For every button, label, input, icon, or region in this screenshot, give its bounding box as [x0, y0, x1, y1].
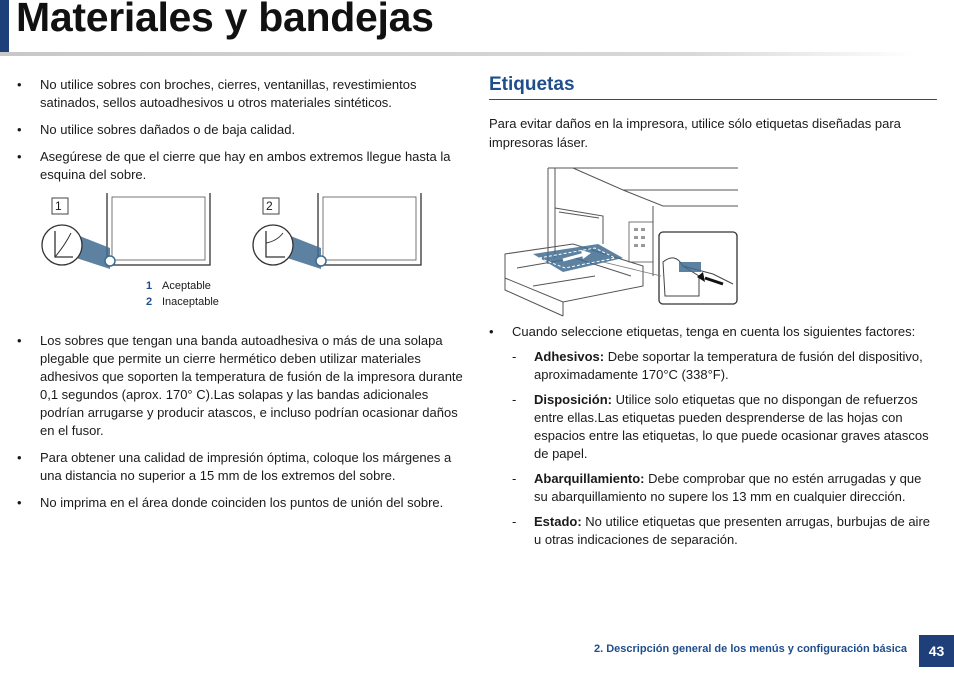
factor-sub-list	[512, 348, 937, 549]
figure-legend	[146, 278, 219, 310]
list-item: • Para obtener una calidad de impresión óptima, coloque los márgenes a una distancia no superior a 15 mm de los extremos del sobre.	[17, 449, 467, 485]
labels-intro: Para evitar daños en la impresora, utilice sólo etiquetas diseñadas para impresoras láser.	[489, 116, 901, 150]
factor-item: - Disposición: Utilice solo etiquetas que no dispongan de refuerzos entre ellas.Las etiquetas pueden desprenderse de las hojas con espacios entre las etiquetas, lo que puede ocasionar graves atascos de papel.	[512, 391, 937, 463]
legend-item: 1 Aceptable	[146, 280, 211, 292]
callout-2: 2	[266, 199, 273, 213]
title-divider	[0, 52, 918, 56]
envelope-rules-list-top	[17, 76, 467, 184]
factor-item: - Adhesivos: Debe soportar la temperatura de fusión del dispositivo, aproximadamente 170°C (338°F).	[512, 348, 937, 384]
title-accent-bar	[0, 0, 9, 52]
list-item: • Cuando seleccione etiquetas, tenga en cuenta los siguientes factores: - Adhesivos: Debe soportar la temperatura de fusión del dispositivo, aproximadamente 170°C (338°F). - Disposición: Utilice solo etiquetas que no dispongan de refuerzos entre ellas.Las etiquetas pueden desprenderse de las hojas con espacios entre las etiquetas, lo que puede ocasionar graves atascos de papel. - Abarquillamiento: Debe comprobar que no estén arrugadas y que su abarquillamiento no supere los 13 mm en cualquier dirección. - Estado: No utilice etiquetas que presenten arrugas, burbujas de aire u otras indicaciones de separación.	[489, 323, 937, 549]
list-item: • Asegúrese de que el cierre que hay en ambos extremos llegue hasta la esquina del sobre.	[17, 148, 467, 184]
envelope-acceptable	[42, 193, 210, 269]
printer-label-tray-illustration	[503, 166, 739, 318]
page-number: 43	[919, 635, 954, 667]
left-column	[17, 76, 467, 521]
envelope-figure	[17, 193, 467, 323]
labels-factors-list	[489, 323, 937, 549]
envelope-rules-list-bottom	[17, 332, 467, 512]
factor-item: - Estado: No utilice etiquetas que presenten arrugas, burbujas de aire u otras indicaciones de separación.	[512, 513, 937, 549]
right-column	[489, 74, 937, 558]
list-item: • Los sobres que tengan una banda autoadhesiva o más de una solapa plegable que permite un cierre hermético deben utilizar materiales adhesivos que soporten la temperatura de fusión de la impresora durante 0,1 segundos (aprox. 170° C).Las solapas y las bandas adicionales podrían arrugarse y producir atascos, e incluso podrían ocasionar daños en el fusor.	[17, 332, 467, 440]
factor-item: - Abarquillamiento: Debe comprobar que no estén arrugadas y que su abarquillamiento no supere los 13 mm en cualquier dirección.	[512, 470, 937, 506]
envelope-illustration	[17, 193, 467, 273]
section-heading-labels: Etiquetas	[489, 74, 937, 100]
legend-item: 2 Inaceptable	[146, 296, 219, 308]
envelope-unacceptable	[253, 193, 421, 269]
page-title: Materiales y bandejas	[16, 0, 434, 40]
list-item: • No utilice sobres con broches, cierres, ventanillas, revestimientos satinados, sellos autoadhesivos u otros materiales sintéticos.	[17, 76, 467, 112]
footer-section-link[interactable]: 2. Descripción general de los menús y configuración básica	[594, 643, 907, 655]
callout-1: 1	[55, 199, 62, 213]
list-item: • No utilice sobres dañados o de baja calidad.	[17, 121, 467, 139]
list-item: • No imprima en el área donde coinciden los puntos de unión del sobre.	[17, 494, 467, 512]
